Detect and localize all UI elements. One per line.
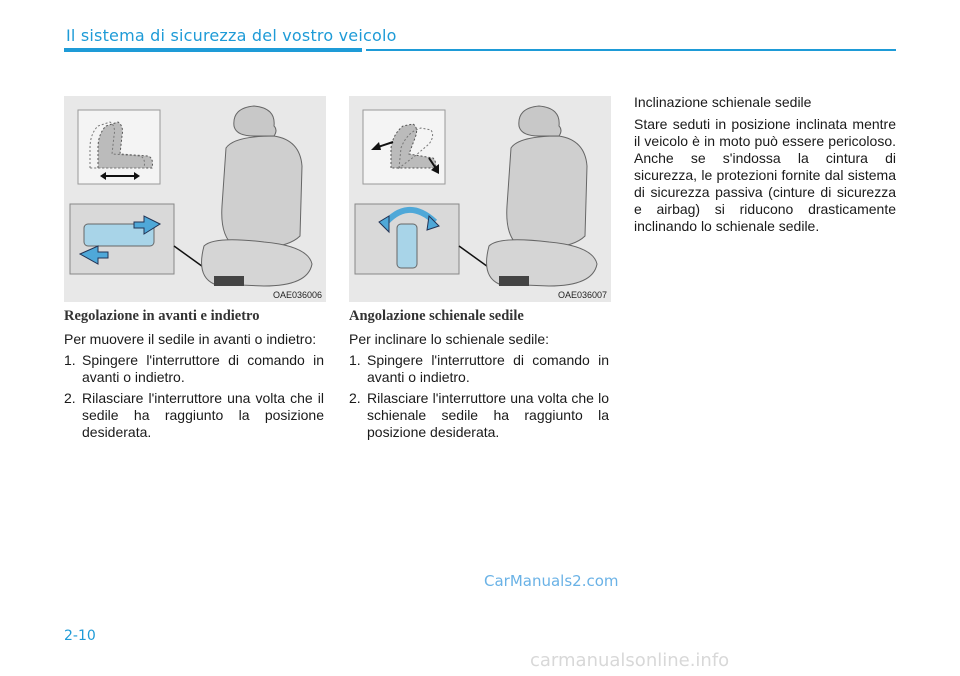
figure-seatback-angle — [349, 96, 611, 302]
headrest — [519, 106, 561, 136]
seat-back — [507, 136, 587, 248]
column-seat-slide — [64, 308, 324, 445]
section-title: Il sistema di sicurezza del vostro veicolo — [66, 26, 397, 45]
warning-heading: Inclinazione schienale sedile — [634, 94, 812, 110]
step-text: Spingere l'interruttore di comando in avanti o indietro. — [367, 352, 609, 385]
list-item — [64, 390, 324, 441]
step-number: 1. — [64, 352, 76, 368]
headrest — [234, 106, 276, 136]
step-number: 1. — [349, 352, 361, 368]
footer-site-mark: carmanualsonline.info — [530, 650, 730, 671]
column-recline-warning — [634, 94, 896, 235]
section-heading: Angolazione schienale sedile — [349, 308, 524, 324]
step-text: Rilasciare l'interruttore una volta che il sedile ha raggiunto la posizione desiderata. — [82, 390, 324, 440]
watermark: CarManuals2.com — [484, 572, 619, 590]
step-number: 2. — [64, 390, 76, 406]
seat-switch-location — [214, 276, 244, 286]
step-text: Rilasciare l'interruttore una volta che lo schienale sedile ha raggiunto la posizione desiderata. — [367, 390, 609, 440]
header-rule — [366, 49, 896, 51]
seatback-angle-illustration — [349, 96, 611, 302]
header-rule-accent — [64, 48, 362, 52]
warning-body: Stare seduti in posizione inclinata mentre il veicolo è in moto può essere pericoloso. Anche se s'indossa la cintura di sicurezza, le protezioni fornite dal sistema di sicurezza passiva (cinture di sicurezza e airbag) si riducono drasticamente inclinando lo schienale sedile. — [634, 116, 896, 234]
steps-list — [349, 352, 609, 441]
seat-slide-illustration — [64, 96, 326, 302]
intro-text: Per muovere il sedile in avanti o indietro: — [64, 331, 317, 347]
figure-code: OAE036006 — [272, 290, 322, 300]
step-text: Spingere l'interruttore di comando in avanti o indietro. — [82, 352, 324, 385]
seat-back — [222, 136, 302, 248]
list-item — [64, 352, 324, 386]
recline-switch-icon — [397, 224, 417, 268]
page-number: 2-10 — [64, 628, 96, 644]
intro-text: Per inclinare lo schienale sedile: — [349, 331, 549, 347]
steps-list — [64, 352, 324, 441]
figure-code: OAE036007 — [557, 290, 607, 300]
step-number: 2. — [349, 390, 361, 406]
list-item — [349, 352, 609, 386]
section-heading: Regolazione in avanti e indietro — [64, 308, 260, 324]
figure-seat-slide — [64, 96, 326, 302]
column-seatback-angle — [349, 308, 609, 445]
seat-switch-location — [499, 276, 529, 286]
list-item — [349, 390, 609, 441]
